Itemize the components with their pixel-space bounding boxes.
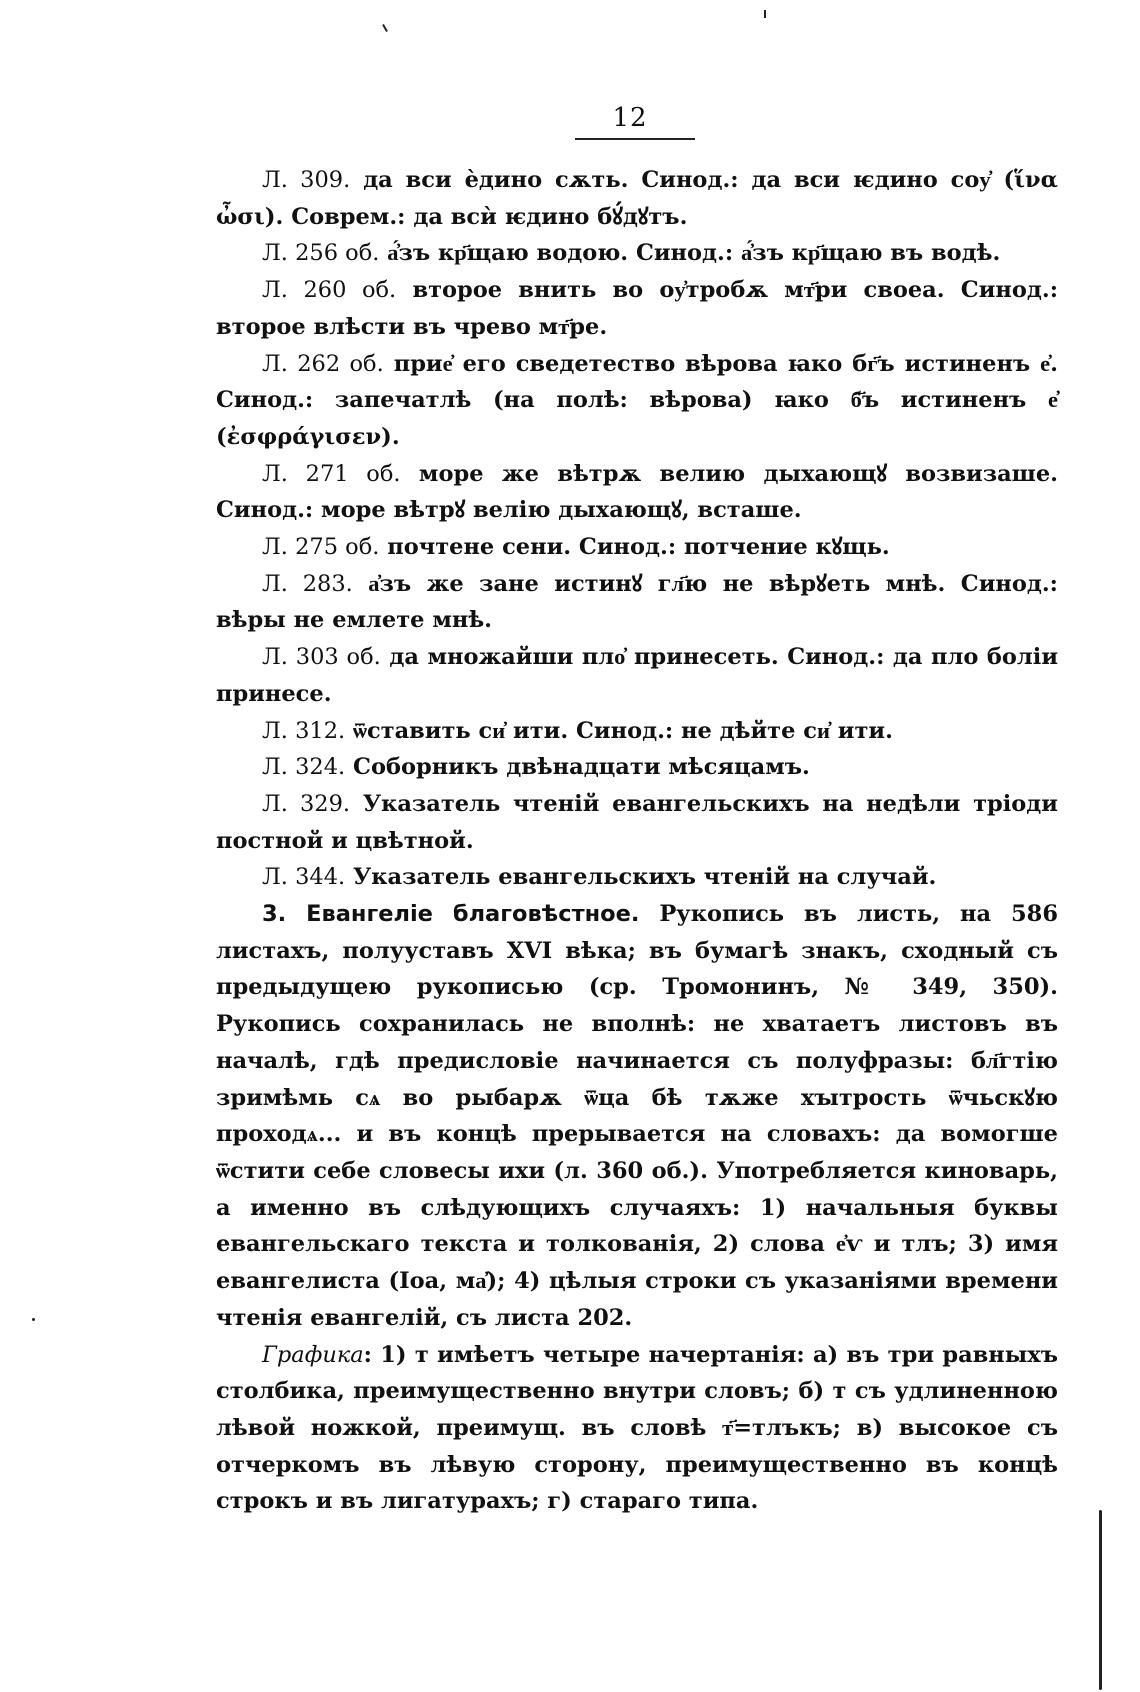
page-number: 12	[612, 103, 648, 133]
entry-paragraph	[216, 272, 1058, 345]
entry-paragraph	[216, 749, 1058, 786]
text-body	[216, 162, 1058, 1520]
scan-mark-top-right	[764, 10, 766, 18]
entry-text: ѿставить си҆ ити. Синод.: не дѣйте си҆ ити.	[353, 717, 893, 744]
entry-ref: Л. 271 об.	[262, 460, 401, 487]
entry-paragraph	[216, 639, 1058, 712]
section-3-body: Рукопись въ листь, на 586 листахъ, полууставъ XVI вѣка; въ бумагѣ знакъ, сходный съ предыдущею рукописью (ср. Тромонинъ, № 349, 350). Рукопись сохранилась не вполнѣ: не хватаетъ листовъ въ началѣ, гдѣ предисловіе начинается съ полуфразы: бл҃гтію зримѣмь сѧ во рыбарѫ ѿца бѣ тѫже хꙑтрость ѿчьскꙋю проходѧ... и въ концѣ прерывается на словахъ: да вомогше ѿстити себе словесы ихи (л. 360 об.). Употребляется киноварь, а именно въ слѣдующихъ случаяхъ: 1) начальныя буквы евангельскаго текста и толкованія, 2) слова е҆ѵ и тлъ; 3) имя евангелиста (Іоа, ма҆); 4) цѣлыя строки съ указаніями времени чтенія евангелій, съ листа 202.	[216, 901, 1058, 1331]
scan-mark-top	[382, 24, 388, 32]
grafika-paragraph	[216, 1337, 1058, 1521]
entry-ref: Л. 312.	[262, 717, 346, 744]
entry-paragraph	[216, 456, 1058, 529]
scan-mark-left	[32, 1318, 35, 1321]
entry-ref: Л. 262 об.	[262, 350, 384, 377]
entry-ref: Л. 275 об.	[262, 534, 380, 561]
entry-ref: Л. 324.	[262, 754, 346, 781]
entry-text: Соборникъ двѣнадцати мѣсяцамъ.	[353, 754, 810, 781]
entry-text: Указатель евангельскихъ чтеній на случай.	[353, 864, 937, 891]
entry-text: да множайши пло҆ принесеть. Синод.: да пло боліи принесе.	[216, 644, 1059, 707]
page-number-rule	[575, 138, 695, 140]
entry-ref: Л. 256 об.	[262, 240, 380, 267]
entry-text: море же вѣтрѫ велию дыхающꙋ возвизаше. Синод.: море вѣтрꙋ велію дыхающꙋ, всташе.	[216, 460, 1058, 524]
section-3-heading: 3. Евангеліе благовѣстное.	[262, 901, 640, 928]
entry-text: да вси ѐдино сѫть. Синод.: да вси ѥдино соу҆ (ἵνα ὦσι). Соврем.: да всѝ ѥдино бꙋ́дꙋтъ.	[216, 167, 1058, 230]
entry-paragraph	[216, 235, 1058, 272]
entry-text: а҆́зъ кр҃щаю водою. Синод.: а҆́зъ кр҃щаю въ водѣ.	[387, 240, 1001, 267]
entry-ref: Л. 329.	[262, 790, 351, 817]
entry-paragraph	[216, 713, 1058, 750]
entry-paragraph	[216, 859, 1058, 896]
entry-text: прие҆ его сведетество вѣрова ꙗко бг҃ъ истиненъ е҆. Синод.: запечатлѣ (на полѣ: вѣрова) ꙗко б҃ъ истиненъ е҆ (ἐσφράγισεν).	[216, 350, 1058, 450]
entry-ref: Л. 344.	[262, 864, 346, 891]
grafika-body: : 1) т имѣетъ четыре начертанія: а) въ три равныхъ столбика, преимущественно внутри словъ; б) т съ удлиненною лѣвой ножкой, преимущ. въ словѣ т҃=тлъкъ; в) высокое съ отчеркомъ въ лѣвую сторону, преимущественно въ концѣ строкъ и въ лигатурахъ; г) стараго типа.	[216, 1341, 1058, 1515]
entry-paragraph	[216, 529, 1058, 566]
entry-paragraph	[216, 162, 1058, 235]
entry-paragraph	[216, 346, 1058, 456]
entry-paragraph	[216, 566, 1058, 639]
entry-paragraph	[216, 786, 1058, 859]
entry-ref: Л. 283.	[262, 570, 353, 597]
entry-ref: Л. 309.	[262, 167, 351, 193]
entry-text: Указатель чтеній евангельскихъ на недѣли тріоди постной и цвѣтной.	[216, 790, 1058, 854]
entry-text: а҆зъ же зане истинꙋ гл҃ю не вѣрꙋеть мнѣ. Синод.: вѣры не емлете мнѣ.	[216, 570, 1058, 634]
grafika-label: Графика	[262, 1341, 364, 1368]
margin-pencil-line	[1099, 1510, 1102, 1690]
entry-text: почтене сени. Синод.: потчение кꙋщь.	[387, 534, 890, 561]
entry-text: второе внить во оу҆тробѫ мт҃ри своеа. Синод.: второе влѣсти въ чрево мт҃ре.	[216, 277, 1058, 340]
entry-ref: Л. 260 об.	[262, 277, 397, 304]
entry-ref: Л. 303 об.	[262, 644, 381, 671]
section-3-paragraph	[216, 896, 1058, 1336]
